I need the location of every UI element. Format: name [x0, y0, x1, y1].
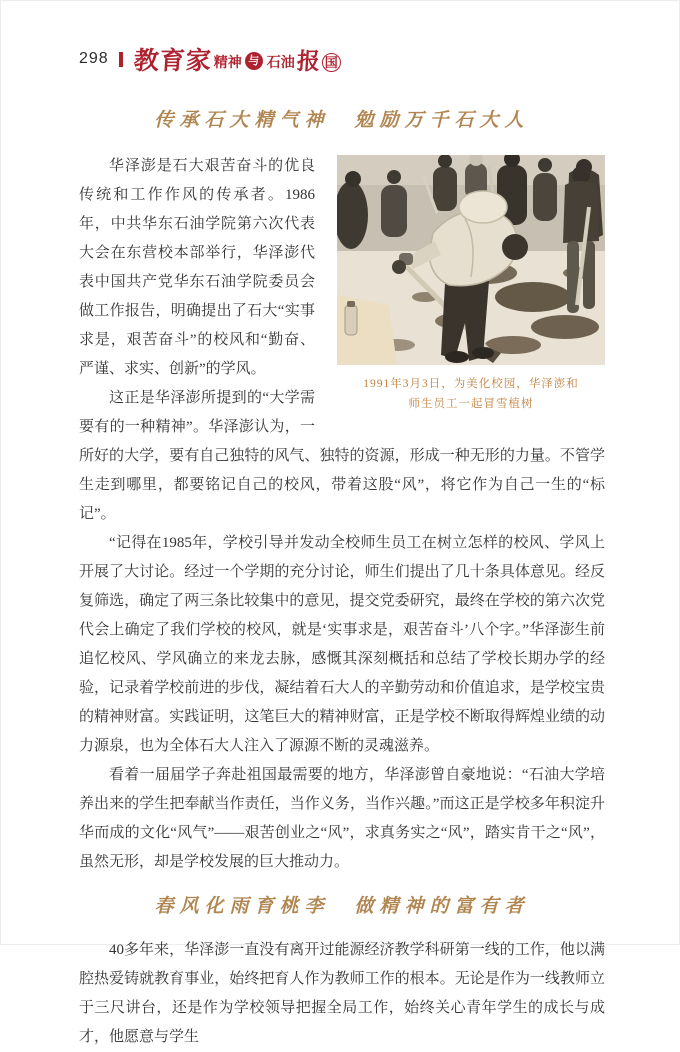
logo-text-shiyou: 石油 [266, 56, 295, 71]
section2-title: 春风化雨育桃李 做精神的富有者 [154, 896, 530, 917]
book-title-logo [134, 41, 341, 77]
logo-yu-badge: 与 [245, 52, 263, 70]
photo-figure [337, 155, 605, 414]
page-header [79, 39, 605, 79]
section1-paragraph-3: “记得在1985年，学校引导并发动全校师生员工在树立怎样的校风、学风上开展了大讨论。经过一个学期的充分讨论，师生们提出了几十条具体意见。经反复筛选，确定了两三条比较集中的意见，提交党委研究，最终在学校的第六次党代会上确定了我们学校的校风，就是‘实事求是，艰苦奋斗’八个字。”华泽澎生前追忆校风、学风确立的来龙去脉，感慨其深刻概括和总结了学校长期办学的经验，记录着学校前进的步伐，凝结着石大人的辛勤劳动和价值追求，是学校宝贵的精神财富。实践证明，这笔巨大的精神财富，正是学校不断取得辉煌业绩的动力源泉，也为全体石大人注入了源源不断的灵魂滋养。 [79, 535, 605, 754]
header-divider-bar [119, 52, 123, 67]
section1-title: 传承石大精气神 勉励万千石大人 [154, 110, 530, 131]
section1-paragraph-2: 这正是华泽澎所提到的“大学需要有的一种精神”。华泽澎认为，一所好的大学，要有自己独特的风气、独特的资源，形成一种无形的力量。不管学生走到哪里，都要铭记自己的校风，带着这股“风”，将它作为自己一生的“标记”。 [79, 390, 605, 522]
section2-paragraph-1: 40多年来，华泽澎一直没有离开过能源经济教学科研第一线的工作，他以满腔热爱铸就教育事业，始终把育人作为教师工作的根本。无论是作为一线教师立于三尺讲台，还是作为学校领导把握全局工作，始终关心青年学生的成长与成才，他愿意与学生 [79, 942, 605, 1045]
photo-caption-line1: 1991年3月3日，为美化校园，华泽澎和 [363, 378, 579, 390]
page-content [79, 152, 605, 1052]
photo-caption [337, 374, 605, 414]
photo-caption-line2: 师生员工一起冒雪植树 [408, 398, 534, 410]
logo-text-jingshen: 精神 [213, 56, 242, 71]
section1-paragraph-1: 华泽澎是石大艰苦奋斗的优良传统和工作作风的传承者。1986年，中共华东石油学院第六次代表大会在东营校本部举行，华泽澎代表中国共产党华东石油学院委员会做工作报告，明确提出了石大“实事求是，艰苦奋斗”的校风和“勤奋、严谨、求实、创新”的学风。 [79, 158, 315, 377]
tree-planting-photo [337, 155, 605, 365]
logo-guo-circle: 国 [322, 53, 341, 72]
logo-text-bao: 报 [295, 48, 321, 74]
tree-planting-photo-illustration [337, 155, 605, 365]
logo-text-jiaoyujia: 教育家 [132, 48, 213, 75]
section1-paragraph-4: 看着一届届学子奔赴祖国最需要的地方，华泽澎曾自豪地说：“石油大学培养出来的学生把奉献当作责任，当作义务，当作兴趣。”而这正是学校多年积淀升华而成的文化“风气”——艰苦创业之“风”，求真务实之“风”，踏实肯干之“风”，虽然无形，却是学校发展的巨大推动力。 [79, 767, 605, 870]
page-number: 298 [79, 50, 109, 67]
